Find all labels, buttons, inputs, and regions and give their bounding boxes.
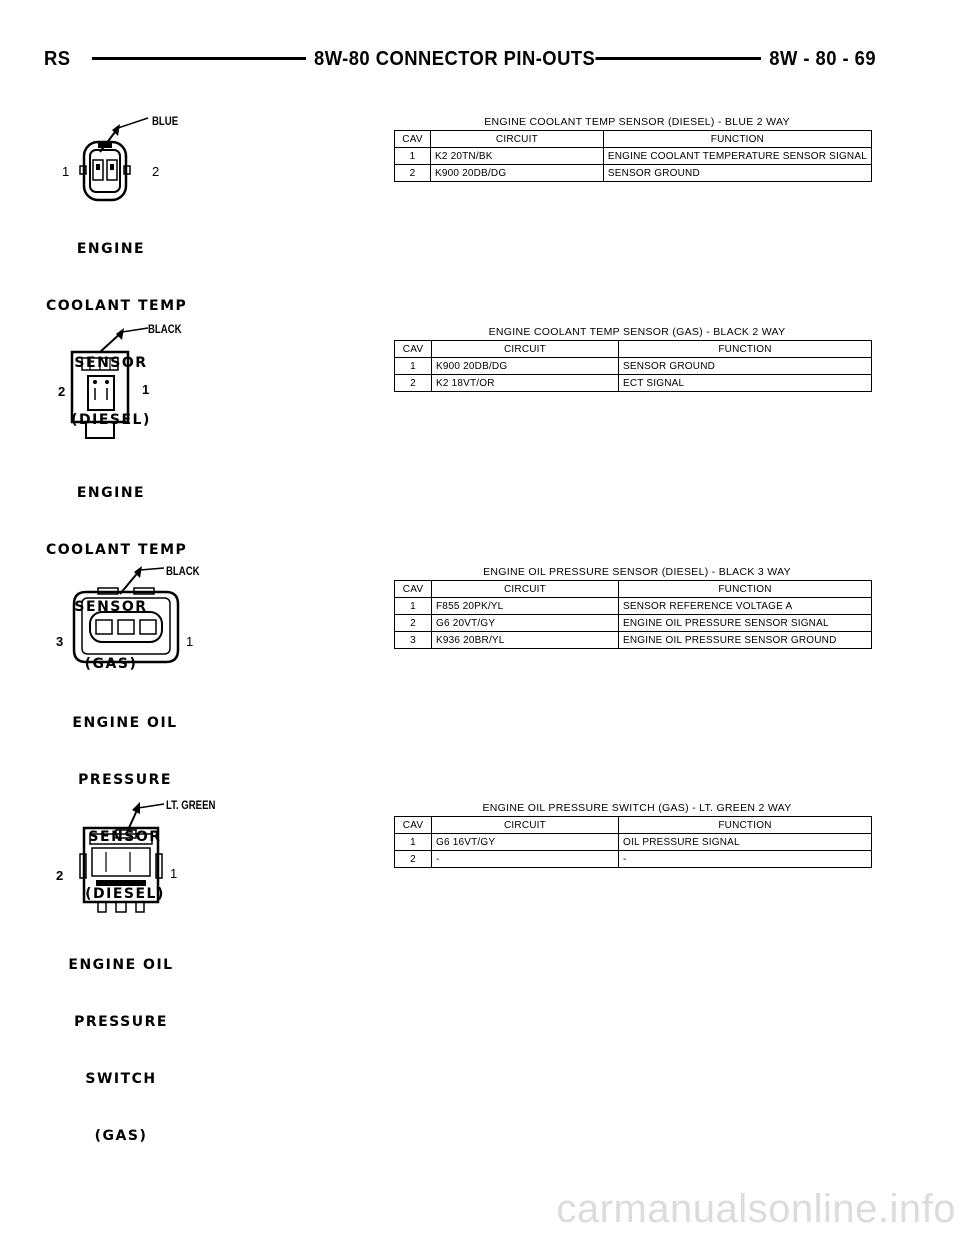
- table-header-row: [395, 817, 872, 834]
- col-header-function: FUNCTION: [619, 817, 872, 834]
- cell-circuit: -: [432, 851, 619, 868]
- color-tag: BLACK: [148, 322, 182, 336]
- pinout-table-oil-sensor-diesel: [394, 564, 872, 649]
- cell-cav: 1: [395, 834, 432, 851]
- col-header-circuit: CIRCUIT: [432, 341, 619, 358]
- table-header-row: [395, 131, 872, 148]
- cell-cav: 1: [395, 358, 432, 375]
- color-tag: BLACK: [166, 564, 200, 578]
- cell-function: SENSOR REFERENCE VOLTAGE A: [619, 598, 872, 615]
- table-row: [395, 358, 872, 375]
- connector-drawing-oil-sensor-diesel: [54, 562, 244, 672]
- caption-line: COOLANT TEMP: [46, 542, 188, 558]
- cell-cav: 2: [395, 615, 432, 632]
- caption-line: ENGINE: [76, 241, 146, 257]
- pin-label-right: 1: [142, 382, 150, 397]
- table-row: [395, 165, 872, 182]
- table-title: ENGINE COOLANT TEMP SENSOR (DIESEL) - BLUE 2 WAY: [484, 116, 790, 128]
- pinout-table: [394, 816, 872, 868]
- caption-line: SENSOR: [74, 599, 148, 615]
- caption-line: PRESSURE: [78, 772, 172, 788]
- cell-circuit: K936 20BR/YL: [432, 632, 619, 649]
- cell-cav: 2: [395, 165, 431, 182]
- table-title: ENGINE OIL PRESSURE SWITCH (GAS) - LT. GREEN 2 WAY: [482, 802, 792, 814]
- col-header-circuit: CIRCUIT: [430, 131, 603, 148]
- connector-drawing-ect-diesel: [60, 112, 230, 212]
- color-tag: LT. GREEN: [166, 798, 216, 812]
- caption-line: SWITCH: [85, 1071, 157, 1087]
- cell-circuit: K2 18VT/OR: [432, 375, 619, 392]
- caption-line: (DIESEL): [85, 886, 165, 902]
- cell-function: ENGINE OIL PRESSURE SENSOR SIGNAL: [619, 615, 872, 632]
- pin-label-left: 2: [56, 868, 64, 883]
- watermark: carmanualsonline.info: [556, 1187, 956, 1231]
- header-page-number: 8W - 80 - 69: [769, 44, 876, 74]
- table-title: ENGINE COOLANT TEMP SENSOR (GAS) - BLACK 2 WAY: [488, 326, 786, 338]
- cell-function: SENSOR GROUND: [603, 165, 871, 182]
- cell-function: ECT SIGNAL: [619, 375, 872, 392]
- color-tag: BLUE: [152, 114, 179, 128]
- col-header-function: FUNCTION: [619, 341, 872, 358]
- col-header-cav: CAV: [395, 817, 432, 834]
- pinout-table: [394, 580, 872, 649]
- header-title: 8W-80 CONNECTOR PIN-OUTS: [314, 44, 595, 74]
- cell-cav: 1: [395, 598, 432, 615]
- caption-line: SENSOR: [74, 355, 148, 371]
- connector-drawing-oil-switch-gas: [54, 798, 254, 918]
- table-header-row: [395, 341, 872, 358]
- pin-label-left: 1: [62, 164, 70, 179]
- page-header: [44, 44, 876, 74]
- pin-label-left: 2: [58, 384, 66, 399]
- pin-label-right: 2: [152, 164, 160, 179]
- pinout-table: [394, 340, 872, 392]
- cell-function: SENSOR GROUND: [619, 358, 872, 375]
- table-row: [395, 598, 872, 615]
- col-header-function: FUNCTION: [619, 581, 872, 598]
- table-row: [395, 632, 872, 649]
- caption-line: ENGINE OIL: [72, 715, 178, 731]
- table-row: [395, 834, 872, 851]
- cell-circuit: G6 20VT/GY: [432, 615, 619, 632]
- cell-circuit: G6 16VT/GY: [432, 834, 619, 851]
- pinout-table: [394, 130, 872, 182]
- cell-circuit: K900 20DB/DG: [432, 358, 619, 375]
- cell-function: OIL PRESSURE SIGNAL: [619, 834, 872, 851]
- connector-caption: [56, 918, 186, 1184]
- pin-label-right: 1: [186, 634, 194, 649]
- cell-cav: 3: [395, 632, 432, 649]
- cell-cav: 2: [395, 851, 432, 868]
- caption-line: (DIESEL): [71, 412, 151, 428]
- pinout-table-ect-gas: [394, 324, 872, 392]
- table-row: [395, 375, 872, 392]
- cell-function: ENGINE OIL PRESSURE SENSOR GROUND: [619, 632, 872, 649]
- cell-function: -: [619, 851, 872, 868]
- table-row: [395, 615, 872, 632]
- table-title: ENGINE OIL PRESSURE SENSOR (DIESEL) - BLACK 3 WAY: [483, 566, 791, 578]
- connector-figure-oil-switch-gas: [54, 798, 254, 1144]
- cell-function: ENGINE COOLANT TEMPERATURE SENSOR SIGNAL: [603, 148, 871, 165]
- connector-figure-ect-gas: [46, 322, 236, 672]
- col-header-function: FUNCTION: [603, 131, 871, 148]
- table-header-row: [395, 581, 872, 598]
- caption-line: (GAS): [84, 656, 138, 672]
- col-header-circuit: CIRCUIT: [432, 581, 619, 598]
- col-header-cav: CAV: [395, 581, 432, 598]
- caption-line: (GAS): [94, 1128, 148, 1144]
- cell-circuit: K900 20DB/DG: [430, 165, 603, 182]
- caption-line: SENSOR: [88, 829, 162, 845]
- pin-label-left: 3: [56, 634, 64, 649]
- cell-circuit: F855 20PK/YL: [432, 598, 619, 615]
- caption-line: PRESSURE: [74, 1014, 168, 1030]
- pin-label-right: 1: [170, 866, 178, 881]
- pinout-table-oil-switch-gas: [394, 800, 872, 868]
- table-row: [395, 851, 872, 868]
- header-section-code: RS: [44, 44, 70, 74]
- cell-cav: 2: [395, 375, 432, 392]
- col-header-cav: CAV: [395, 131, 431, 148]
- caption-line: ENGINE OIL: [68, 957, 174, 973]
- caption-line: COOLANT TEMP: [46, 298, 188, 314]
- table-row: [395, 148, 872, 165]
- col-header-cav: CAV: [395, 341, 432, 358]
- col-header-circuit: CIRCUIT: [432, 817, 619, 834]
- pinout-table-ect-diesel: [394, 114, 872, 182]
- cell-circuit: K2 20TN/BK: [430, 148, 603, 165]
- header-rule-left: [92, 57, 306, 60]
- cell-cav: 1: [395, 148, 431, 165]
- caption-line: ENGINE: [76, 485, 146, 501]
